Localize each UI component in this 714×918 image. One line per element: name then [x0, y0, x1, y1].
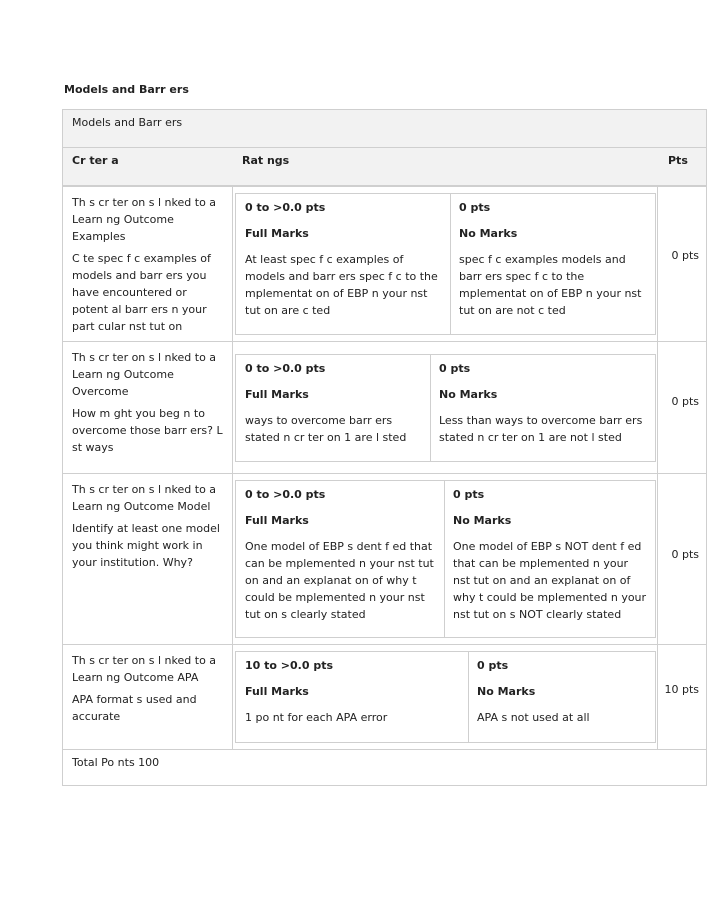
rating-points: 0 pts	[477, 659, 509, 672]
rating-none	[468, 652, 657, 742]
rating-none	[444, 481, 657, 637]
rating-points: 0 to >0.0 pts	[245, 488, 326, 501]
rating-description: ways to overcome barr ers stated n cr ter on 1 are l sted	[245, 414, 407, 444]
rating-description: Less than ways to overcome barr ers stated n cr ter on 1 are not l sted	[439, 414, 643, 444]
rating-points: 0 pts	[453, 488, 485, 501]
criterion-outcome: Th s cr ter on s l nked to a Learn ng Outcome Examples	[72, 196, 217, 243]
criterion-row	[63, 341, 706, 473]
criterion-outcome: Th s cr ter on s l nked to a Learn ng Outcome APA	[72, 654, 217, 684]
criterion-points: 0 pts	[671, 395, 699, 408]
rating-description: 1 po nt for each APA error	[245, 711, 388, 724]
rating-label: No Marks	[477, 685, 536, 698]
criterion-points: 0 pts	[671, 249, 699, 262]
criterion-row	[63, 473, 706, 644]
rating-description: spec f c examples models and barr ers spec f c to the mplementat on of EBP n your nst tut on are not c ted	[459, 253, 642, 317]
criterion-description: APA format s used and accurate	[72, 693, 197, 723]
ratings-cell	[233, 187, 658, 341]
ratings-box	[235, 354, 656, 462]
rating-points: 0 pts	[459, 201, 491, 214]
criterion-points: 0 pts	[671, 548, 699, 561]
ratings-cell	[233, 474, 658, 644]
criterion-cell	[63, 645, 233, 749]
criterion-points: 10 pts	[664, 683, 699, 696]
rating-label: Full Marks	[245, 685, 309, 698]
criterion-cell	[63, 342, 233, 473]
criterion-row	[63, 186, 706, 341]
rating-none	[430, 355, 657, 461]
criterion-outcome: Th s cr ter on s l nked to a Learn ng Outcome Model	[72, 483, 217, 513]
criterion-outcome: Th s cr ter on s l nked to a Learn ng Outcome Overcome	[72, 351, 217, 398]
rating-description: One model of EBP s dent f ed that can be mplemented n your nst tut on and an explanat on of why t could be mplemented n your nst tut on s clearly stated	[245, 540, 434, 621]
criterion-cell	[63, 187, 233, 341]
criterion-row	[63, 644, 706, 749]
criteria-header: Cr ter a	[72, 154, 119, 167]
rating-points: 0 pts	[439, 362, 471, 375]
ratings-header: Rat ngs	[242, 154, 290, 167]
pts-header: Pts	[668, 154, 688, 167]
rating-label: No Marks	[453, 514, 512, 527]
ratings-cell	[233, 645, 658, 749]
rating-none	[450, 194, 657, 334]
rating-full	[236, 355, 430, 461]
rating-points: 0 to >0.0 pts	[245, 362, 326, 375]
rating-label: Full Marks	[245, 227, 309, 240]
criterion-description: Identify at least one model you think might work in your institution. Why?	[72, 522, 220, 569]
rubric-table	[62, 109, 707, 786]
criterion-cell	[63, 474, 233, 644]
ratings-box	[235, 480, 656, 638]
rubric-caption: Models and Barr ers	[63, 110, 706, 148]
ratings-box	[235, 193, 656, 335]
rating-label: No Marks	[459, 227, 518, 240]
ratings-cell	[233, 342, 658, 473]
criterion-description: C te spec f c examples of models and barr ers you have encountered or potent al barr ers n your part cular nst tut on	[72, 252, 211, 333]
total-points: Total Po nts 100	[63, 749, 706, 787]
rating-label: Full Marks	[245, 514, 309, 527]
rating-points: 0 to >0.0 pts	[245, 201, 326, 214]
rating-full	[236, 481, 444, 637]
criterion-description: How m ght you beg n to overcome those barr ers? L st ways	[72, 407, 223, 454]
ratings-box	[235, 651, 656, 743]
rating-full	[236, 652, 468, 742]
page-title: Models and Barr ers	[64, 83, 189, 96]
rating-description: One model of EBP s NOT dent f ed that can be mplemented n your nst tut on and an explanat on of why t could be mplemented n your nst tut on s NOT clearly stated	[453, 540, 647, 621]
rating-description: APA s not used at all	[477, 711, 590, 724]
rubric-header-row	[63, 148, 706, 186]
rating-points: 10 to >0.0 pts	[245, 659, 333, 672]
rating-label: No Marks	[439, 388, 498, 401]
rating-label: Full Marks	[245, 388, 309, 401]
rating-description: At least spec f c examples of models and barr ers spec f c to the mplementat on of EBP n your nst tut on are c ted	[245, 253, 438, 317]
rating-full	[236, 194, 450, 334]
